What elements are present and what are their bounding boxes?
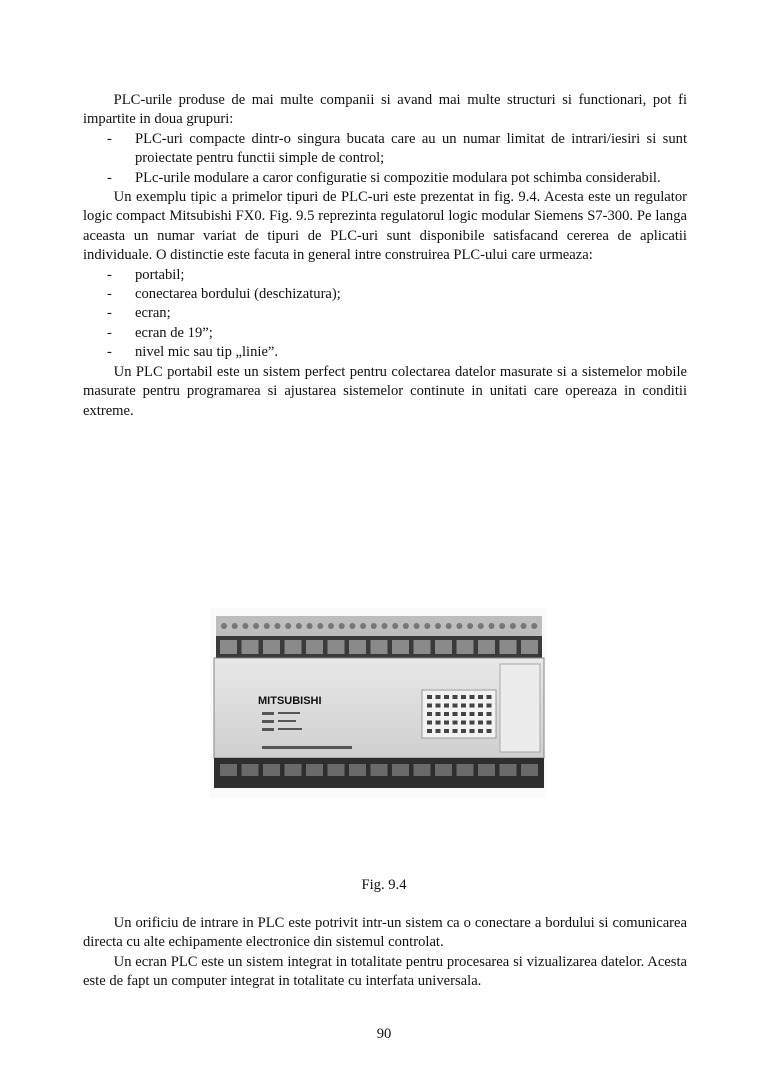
- plc-device-illustration: [210, 608, 546, 798]
- io-led: [461, 704, 466, 708]
- io-led: [427, 712, 432, 716]
- terminal-block: [285, 764, 302, 776]
- io-led: [470, 704, 475, 708]
- terminal-block: [371, 640, 388, 654]
- terminal-screw: [371, 623, 377, 629]
- example-paragraph: Un exemplu tipic a primelor tipuri de PLC-uri este prezentat in fig. 9.4. Acesta este un regulator logic compact Mitsubishi FX0. Fig. 9.5 reprezinta regulatorul logic modular Siemens S7-300. Pe langa aceasta un numar variat de tipuri de PLC-uri sunt disponibile satisfacand cererea de aplicatii individuale. O distinctie este facuta in general intre construirea PLC-ului care urmeaza:: [83, 189, 687, 264]
- terminal-block: [435, 764, 452, 776]
- bottom-terminal-blocks: [220, 764, 538, 776]
- io-led: [436, 729, 441, 733]
- terminal-screw: [403, 623, 409, 629]
- terminal-screw: [307, 623, 313, 629]
- io-led: [453, 695, 458, 699]
- io-led: [487, 712, 492, 716]
- terminal-screw: [349, 623, 355, 629]
- terminal-block: [478, 764, 495, 776]
- terminal-screw: [435, 623, 441, 629]
- io-led: [487, 721, 492, 725]
- terminal-block: [414, 764, 431, 776]
- terminal-block: [328, 640, 345, 654]
- terminal-block: [392, 640, 409, 654]
- io-led: [478, 704, 483, 708]
- io-led: [461, 721, 466, 725]
- io-led: [461, 695, 466, 699]
- terminal-block: [414, 640, 431, 654]
- io-led: [436, 712, 441, 716]
- list-item: - ecran de 19”;: [83, 324, 687, 343]
- terminal-screw: [285, 623, 291, 629]
- terminal-block: [285, 640, 302, 654]
- text-block-bottom: [83, 914, 687, 992]
- terminal-block: [220, 640, 237, 654]
- io-led: [427, 704, 432, 708]
- terminal-block: [220, 764, 237, 776]
- terminal-block: [306, 764, 323, 776]
- right-cover: [500, 664, 540, 752]
- list-item: - nivel mic sau tip „linie”.: [83, 343, 687, 362]
- terminal-screw: [382, 623, 388, 629]
- page-number: 90: [376, 1026, 392, 1042]
- terminal-block: [478, 640, 495, 654]
- terminal-screw: [317, 623, 323, 629]
- terminal-screw: [521, 623, 527, 629]
- terminal-screw: [360, 623, 366, 629]
- terminal-screw: [414, 623, 420, 629]
- io-led: [436, 695, 441, 699]
- terminal-screw: [456, 623, 462, 629]
- io-led: [461, 729, 466, 733]
- io-led: [427, 729, 432, 733]
- terminal-block: [349, 764, 366, 776]
- terminal-screw: [328, 623, 334, 629]
- list-item: - PLc-urile modulare a caror configuratie si compozitie modulara pot schimba considerabil.: [83, 169, 687, 188]
- io-led: [487, 729, 492, 733]
- plc-groups-list: [83, 130, 687, 188]
- terminal-block: [242, 764, 259, 776]
- terminal-screw: [275, 623, 281, 629]
- screen-plc-paragraph: Un ecran PLC este un sistem integrat in totalitate pentru procesarea si vizualizarea datelor. Acesta este de fapt un computer integrat in totalitate cu interfata universala.: [83, 953, 687, 990]
- terminal-screw: [510, 623, 516, 629]
- terminal-screw: [446, 623, 452, 629]
- list-item: - conectarea bordului (deschizatura);: [83, 285, 687, 304]
- terminal-block: [263, 640, 280, 654]
- io-led: [478, 712, 483, 716]
- terminal-screw: [253, 623, 259, 629]
- terminal-screw: [467, 623, 473, 629]
- list-item: - PLC-uri compacte dintr-o singura bucata care au un numar limitat de intrari/iesiri si sunt proiectate pentru functii simple de control;: [83, 130, 687, 169]
- io-led: [470, 729, 475, 733]
- io-led: [453, 721, 458, 725]
- input-port-paragraph: Un orificiu de intrare in PLC este potrivit intr-un sistem ca o conectare a bordului si comunicarea directa cu alte echipamente electronice din sistemul controlat.: [83, 915, 687, 951]
- terminal-screw: [424, 623, 430, 629]
- io-led: [436, 704, 441, 708]
- io-led: [436, 721, 441, 725]
- terminal-block: [371, 764, 388, 776]
- terminal-block: [435, 640, 452, 654]
- io-led: [478, 721, 483, 725]
- terminal-block: [349, 640, 366, 654]
- io-led: [470, 712, 475, 716]
- io-led: [487, 695, 492, 699]
- terminal-screw: [531, 623, 537, 629]
- terminal-screw: [478, 623, 484, 629]
- io-led: [461, 712, 466, 716]
- terminal-block: [521, 764, 538, 776]
- io-led: [427, 695, 432, 699]
- text-block-top: [83, 91, 687, 421]
- io-led: [470, 721, 475, 725]
- io-led: [478, 729, 483, 733]
- terminal-screw: [296, 623, 302, 629]
- terminal-block: [306, 640, 323, 654]
- io-led: [487, 704, 492, 708]
- io-led: [444, 695, 449, 699]
- plc-photo-figure: [210, 608, 546, 798]
- plc-types-list: [83, 266, 687, 363]
- terminal-block: [521, 640, 538, 654]
- io-led: [470, 695, 475, 699]
- terminal-blocks: [220, 640, 538, 654]
- io-led: [444, 712, 449, 716]
- io-led: [444, 704, 449, 708]
- terminal-block: [500, 764, 517, 776]
- list-item: - ecran;: [83, 304, 687, 323]
- terminal-block: [392, 764, 409, 776]
- terminal-screw: [232, 623, 238, 629]
- terminal-block: [457, 764, 474, 776]
- portable-plc-paragraph: Un PLC portabil este un sistem perfect pentru colectarea datelor masurate si a sistemelor mobile masurate pentru programarea si ajustarea sistemelor continute in unitati care opereaza in conditii extreme.: [83, 363, 687, 419]
- terminal-block: [242, 640, 259, 654]
- terminal-block: [328, 764, 345, 776]
- io-led-panel: [422, 690, 496, 738]
- terminal-screw: [264, 623, 270, 629]
- terminal-screw: [392, 623, 398, 629]
- io-led: [453, 704, 458, 708]
- io-led: [444, 729, 449, 733]
- terminal-screw: [499, 623, 505, 629]
- list-item: - portabil;: [83, 266, 687, 285]
- terminal-screw: [339, 623, 345, 629]
- terminal-block: [263, 764, 280, 776]
- brand-label: MITSUBISHI: [258, 695, 322, 707]
- terminal-screw: [242, 623, 248, 629]
- terminal-block: [500, 640, 517, 654]
- io-led: [453, 712, 458, 716]
- intro-paragraph: PLC-urile produse de mai multe companii si avand mai multe structuri si functionari, pot fi impartite in doua grupuri:: [83, 92, 687, 128]
- terminal-screw: [221, 623, 227, 629]
- io-led: [478, 695, 483, 699]
- io-led: [453, 729, 458, 733]
- figure-caption: Fig. 9.4: [361, 877, 407, 893]
- io-led: [444, 721, 449, 725]
- io-led: [427, 721, 432, 725]
- terminal-block: [457, 640, 474, 654]
- terminal-screw: [489, 623, 495, 629]
